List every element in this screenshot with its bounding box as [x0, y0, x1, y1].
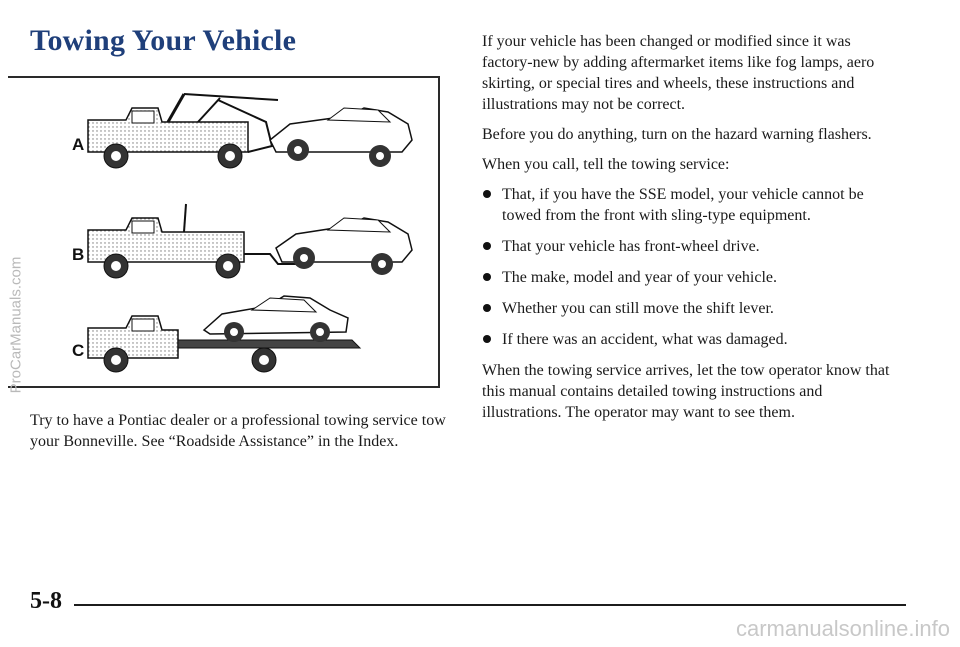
bullet-icon	[483, 335, 491, 343]
list-item: Whether you can still move the shift lever.	[482, 298, 902, 319]
tow-method-b	[72, 204, 412, 278]
bullet-icon	[483, 273, 491, 281]
page-number: 5-8	[30, 588, 62, 614]
modification-note: If your vehicle has been changed or modified since it was factory-new by adding aftermarket items like fog lamps, aero skirting, or special tires and wheels, these instructions and illustrations may not be correct.	[482, 33, 875, 113]
call-instructions: When you call, tell the towing service:	[482, 156, 730, 173]
footer-rule	[74, 604, 906, 606]
bullet-icon	[483, 190, 491, 198]
tow-method-a	[72, 94, 412, 168]
label-c: C	[72, 341, 85, 360]
list-item: That, if you have the SSE model, your vehicle cannot be towed from the front with sling-type equipment.	[482, 184, 902, 226]
footer-watermark: carmanualsonline.info	[735, 616, 950, 641]
list-item: If there was an accident, what was damaged.	[482, 329, 902, 350]
list-item: The make, model and year of your vehicle.	[482, 267, 902, 288]
towing-instructions-column	[482, 31, 902, 432]
page-title: Towing Your Vehicle	[30, 24, 297, 57]
side-watermark: ProCarManuals.com	[7, 256, 25, 394]
bullet-icon	[483, 304, 491, 312]
towing-advice-paragraph: Try to have a Pontiac dealer or a professional towing service tow your Bonneville. See “Roadside Assistance” in the Index.	[30, 412, 446, 450]
bullet-icon	[483, 242, 491, 250]
label-a: A	[72, 135, 85, 154]
towing-methods-drawing	[8, 78, 440, 390]
hazard-note: Before you do anything, turn on the hazard warning flashers.	[482, 126, 872, 143]
list-item: That your vehicle has front-wheel drive.	[482, 236, 902, 257]
tow-method-c	[72, 296, 360, 372]
towing-service-checklist	[482, 184, 902, 350]
label-b: B	[72, 245, 85, 264]
arrival-note: When the towing service arrives, let the tow operator know that this manual contains detailed towing instructions and illustrations. The operator may want to see them.	[482, 362, 890, 421]
towing-illustration	[8, 76, 440, 388]
